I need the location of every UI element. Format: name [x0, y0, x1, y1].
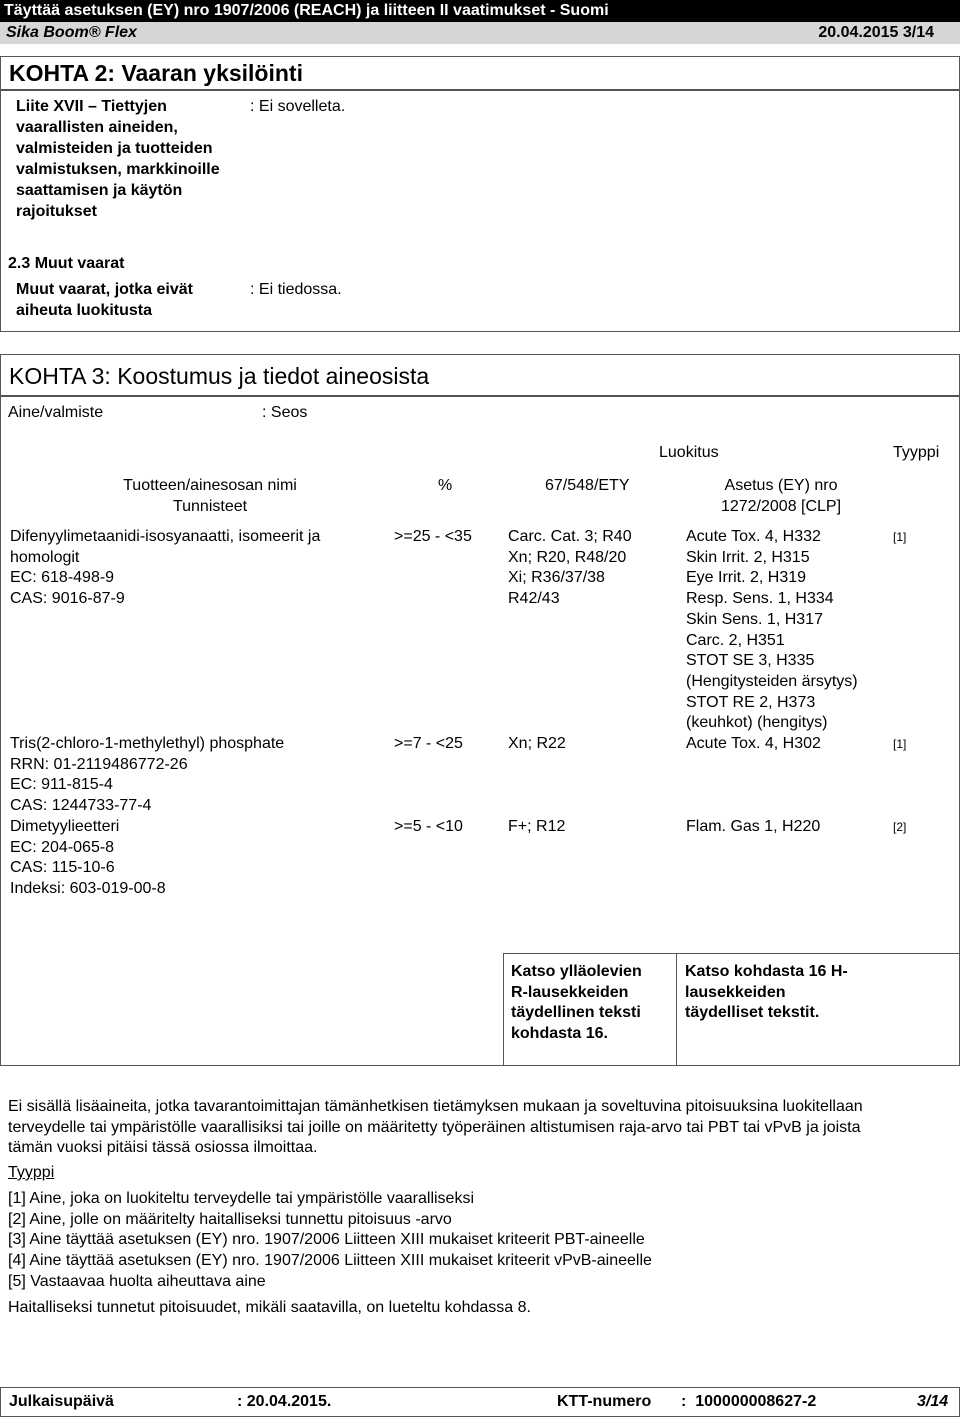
other-hazards-value: : Ei tiedossa.: [250, 281, 342, 298]
notes-paragraph: Ei sisällä lisäaineita, jotka tavarantoimittajan tämänhetkisen tietämyksen mukaan ja soveltuvina pitoisuuksina luokitellaan terveydelle tai ympäristölle vaarallisiksi tai joille on määritetty työperäinen altistumisen raja-arvo tai PBT tai vPvB ja joista tämän vuoksi pitäisi tässä osiossa ilmoittaa.: [8, 1098, 863, 1157]
footer-date-value: : 20.04.2015.: [237, 1393, 332, 1410]
type-item: [5] Vastaavaa huolta aiheuttava aine: [8, 1272, 266, 1290]
type-item: [2] Aine, jolle on määritelty haitalliseksi tunnettu pitoisuus -arvo: [8, 1210, 452, 1228]
header-luokitus: Luokitus: [659, 444, 719, 461]
type-item: [1] Aine, joka on luokiteltu terveydelle tai ympäristölle vaaralliseksi: [8, 1190, 475, 1207]
page-info: 20.04.2015 3/14: [818, 24, 934, 41]
type-heading: Tyyppi: [8, 1164, 55, 1181]
header-clp: Asetus (EY) nro 1272/2008 [CLP]: [720, 477, 842, 515]
section2-title: KOHTA 2: Vaaran yksilöinti: [9, 60, 303, 86]
substance-label: Aine/valmiste: [8, 404, 104, 421]
row3-type: [2]: [893, 820, 907, 834]
row2-type: [1]: [893, 737, 907, 751]
section3-title: KOHTA 3: Koostumus ja tiedot aineosista: [9, 363, 430, 389]
type-item: [4] Aine täyttää asetuksen (EY) nro. 1907/2006 Liitteen XIII mukaiset kriteerit vPvB-aineelle: [8, 1252, 652, 1270]
type-item: [3] Aine täyttää asetuksen (EY) nro. 1907/2006 Liitteen XIII mukaiset kriteerit PBT-aineelle: [8, 1231, 645, 1249]
header-percent: %: [438, 477, 453, 494]
type-list: [8, 1189, 652, 1293]
subsection-title: 2.3 Muut vaarat: [8, 255, 125, 272]
annex-label: Liite XVII – Tiettyjen vaarallisten aineiden, valmisteiden ja tuotteiden valmistuksen, markkinoille saattamisen ja käytön rajoitukset: [16, 98, 220, 220]
header-name: Tuotteen/ainesosan nimi Tunnisteet: [123, 477, 297, 515]
row3-clp: Flam. Gas 1, H220: [686, 818, 821, 835]
footer-date-label: Julkaisupäivä: [9, 1393, 114, 1410]
row2-percent: >=7 - <25: [394, 735, 463, 752]
document-header-title: Täyttää asetuksen (EY) nro 1907/2006 (REACH) ja liitteen II vaatimukset - Suomi: [0, 0, 960, 22]
product-name: Sika Boom® Flex: [6, 24, 137, 41]
product-bar: [0, 22, 960, 44]
footer-page: 3/14: [917, 1393, 949, 1410]
row1-dsd: Carc. Cat. 3; R40 Xn; R20, R48/20 Xi; R36/37/38 R42/43: [508, 528, 632, 608]
row3-dsd: F+; R12: [508, 818, 566, 835]
note-dsd-box: Katso ylläolevien R-lausekkeiden täydellinen teksti kohdasta 16.: [503, 953, 677, 1066]
row2-name: Tris(2-chloro-1-methylethyl) phosphate RRN: 01-2119486772-26 EC: 911-815-4 CAS: 1244733-77-4: [10, 735, 285, 815]
row2-clp: Acute Tox. 4, H302: [686, 735, 821, 752]
section3-title-box: [0, 354, 960, 396]
footer-ktt-label: KTT-numero: [557, 1393, 652, 1410]
row1-clp: Acute Tox. 4, H332 Skin Irrit. 2, H315 Eye Irrit. 2, H319 Resp. Sens. 1, H334 Skin Sens. 1, H317 Carc. 2, H351 STOT SE 3, H335 (Hengitysteiden ärsytys) STOT RE 2, H373 (keuhkot) (hengitys): [686, 528, 858, 732]
row1-type: [1]: [893, 530, 907, 544]
note-clp-box: Katso kohdasta 16 H- lausekkeiden täydelliset tekstit.: [676, 953, 960, 1066]
substance-value: : Seos: [262, 404, 308, 421]
annex-value: : Ei sovelleta.: [250, 98, 346, 115]
row3-percent: >=5 - <10: [394, 818, 463, 835]
row1-name: Difenyylimetaanidi-isosyanaatti, isomeerit ja homologit EC: 618-498-9 CAS: 9016-87-9: [10, 528, 321, 608]
notes-final: Haitalliseksi tunnetut pitoisuudet, mikäli saatavilla, on lueteltu kohdassa 8.: [8, 1299, 531, 1316]
other-hazards-label: Muut vaarat, jotka eivät aiheuta luokitusta: [16, 281, 193, 319]
footer: [0, 1387, 960, 1417]
header-type: Tyyppi: [893, 444, 940, 461]
row2-dsd: Xn; R22: [508, 735, 566, 752]
header-dsd: 67/548/ETY: [545, 477, 630, 494]
section2-title-box: [0, 56, 960, 90]
row3-name: Dimetyylieetteri EC: 204-065-8 CAS: 115-10-6 Indeksi: 603-019-00-8: [10, 818, 166, 898]
row1-percent: >=25 - <35: [394, 528, 472, 545]
footer-ktt-value: : 100000008627-2: [681, 1393, 817, 1410]
